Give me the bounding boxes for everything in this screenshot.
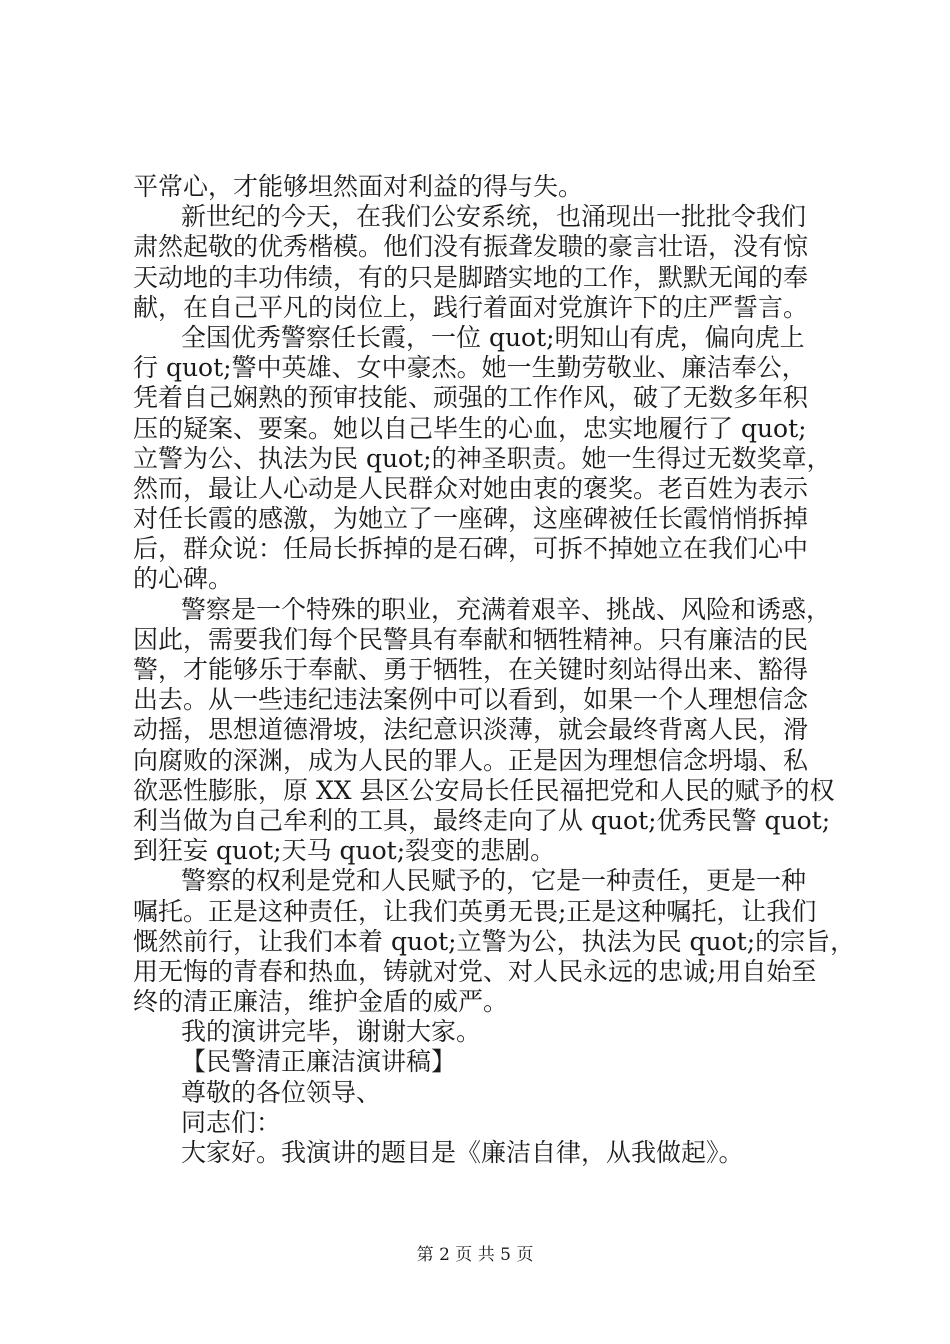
text-line: 嘱托。正是这种责任，让我们英勇无畏;正是这种嘱托，让我们 xyxy=(133,896,817,926)
text-line: 立警为公、执法为民 quot;的神圣职责。她一生得过无数奖章， xyxy=(133,443,832,473)
text-line: 到狂妄 quot;天马 quot;裂变的悲剧。 xyxy=(133,836,556,866)
page-footer: 第 2 页 共 5 页 xyxy=(416,1245,534,1265)
text-line: 慨然前行，让我们本着 quot;立警为公，执法为民 quot;的宗旨， xyxy=(133,926,856,956)
text-line: 尊敬的各位领导、 xyxy=(181,1077,382,1107)
text-line: 压的疑案、要案。她以自己毕生的心血，忠实地履行了 quot; xyxy=(133,413,807,443)
text-line: 然而，最让人心动是人民群众对她由衷的褒奖。老百姓为表示 xyxy=(133,473,809,503)
text-line: 【民警清正廉洁演讲稿】 xyxy=(181,1047,457,1077)
text-line: 警察是一个特殊的职业，充满着艰辛、挑战、风险和诱惑， xyxy=(181,594,832,624)
text-line: 凭着自己娴熟的预审技能、顽强的工作作风，破了无数多年积 xyxy=(133,383,809,413)
text-line: 新世纪的今天，在我们公安系统，也涌现出一批批令我们 xyxy=(181,202,807,232)
document-body xyxy=(133,172,856,1168)
text-line: 大家好。我演讲的题目是《廉洁自律，从我做起》。 xyxy=(181,1138,744,1167)
text-line: 用无悔的青春和热血，铸就对党、对人民永远的忠诚;用自始至 xyxy=(133,956,817,986)
text-line: 因此，需要我们每个民警具有奉献和牺牲精神。只有廉洁的民 xyxy=(133,624,809,654)
text-line: 平常心，才能够坦然面对利益的得与失。 xyxy=(133,172,584,201)
text-line: 的心碑。 xyxy=(133,564,234,594)
text-line: 后，群众说：任局长拆掉的是石碑，可拆不掉她立在我们心中 xyxy=(133,534,809,564)
text-line: 终的清正廉洁，维护金盾的威严。 xyxy=(133,987,509,1017)
text-line: 同志们： xyxy=(181,1107,282,1137)
text-line: 对任长霞的感激，为她立了一座碑，这座碑被任长霞悄悄拆掉 xyxy=(133,504,809,534)
text-line: 欲恶性膨胀，原 XX 县区公安局长任民福把党和人民的赋予的权 xyxy=(133,775,835,805)
text-line: 肃然起敬的优秀楷模。他们没有振聋发聩的豪言壮语，没有惊 xyxy=(133,232,809,262)
text-line: 天动地的丰功伟绩，有的只是脚踏实地的工作，默默无闻的奉 xyxy=(133,262,809,292)
text-line: 向腐败的深渊，成为人民的罪人。正是因为理想信念坍塌、私 xyxy=(133,745,809,775)
text-line: 警察的权利是党和人民赋予的，它是一种责任，更是一种 xyxy=(181,866,807,896)
text-line: 献，在自己平凡的岗位上，践行着面对党旗许下的庄严誓言。 xyxy=(133,292,809,322)
text-line: 警，才能够乐于奉献、勇于牺牲，在关键时刻站得出来、豁得 xyxy=(133,655,809,684)
text-line: 动摇，思想道德滑坡，法纪意识淡薄，就会最终背离人民，滑 xyxy=(133,715,809,745)
text-line: 利当做为自己牟利的工具，最终走向了从 quot;优秀民警 quot; xyxy=(133,805,831,835)
text-line: 我的演讲完毕，谢谢大家。 xyxy=(181,1017,482,1047)
text-line: 行 quot;警中英雄、女中豪杰。她一生勤劳敬业、廉洁奉公， xyxy=(133,353,807,383)
text-line: 出去。从一些违纪违法案例中可以看到，如果一个人理想信念 xyxy=(133,685,809,715)
text-line: 全国优秀警察任长霞，一位 quot;明知山有虎，偏向虎上 xyxy=(181,322,805,352)
